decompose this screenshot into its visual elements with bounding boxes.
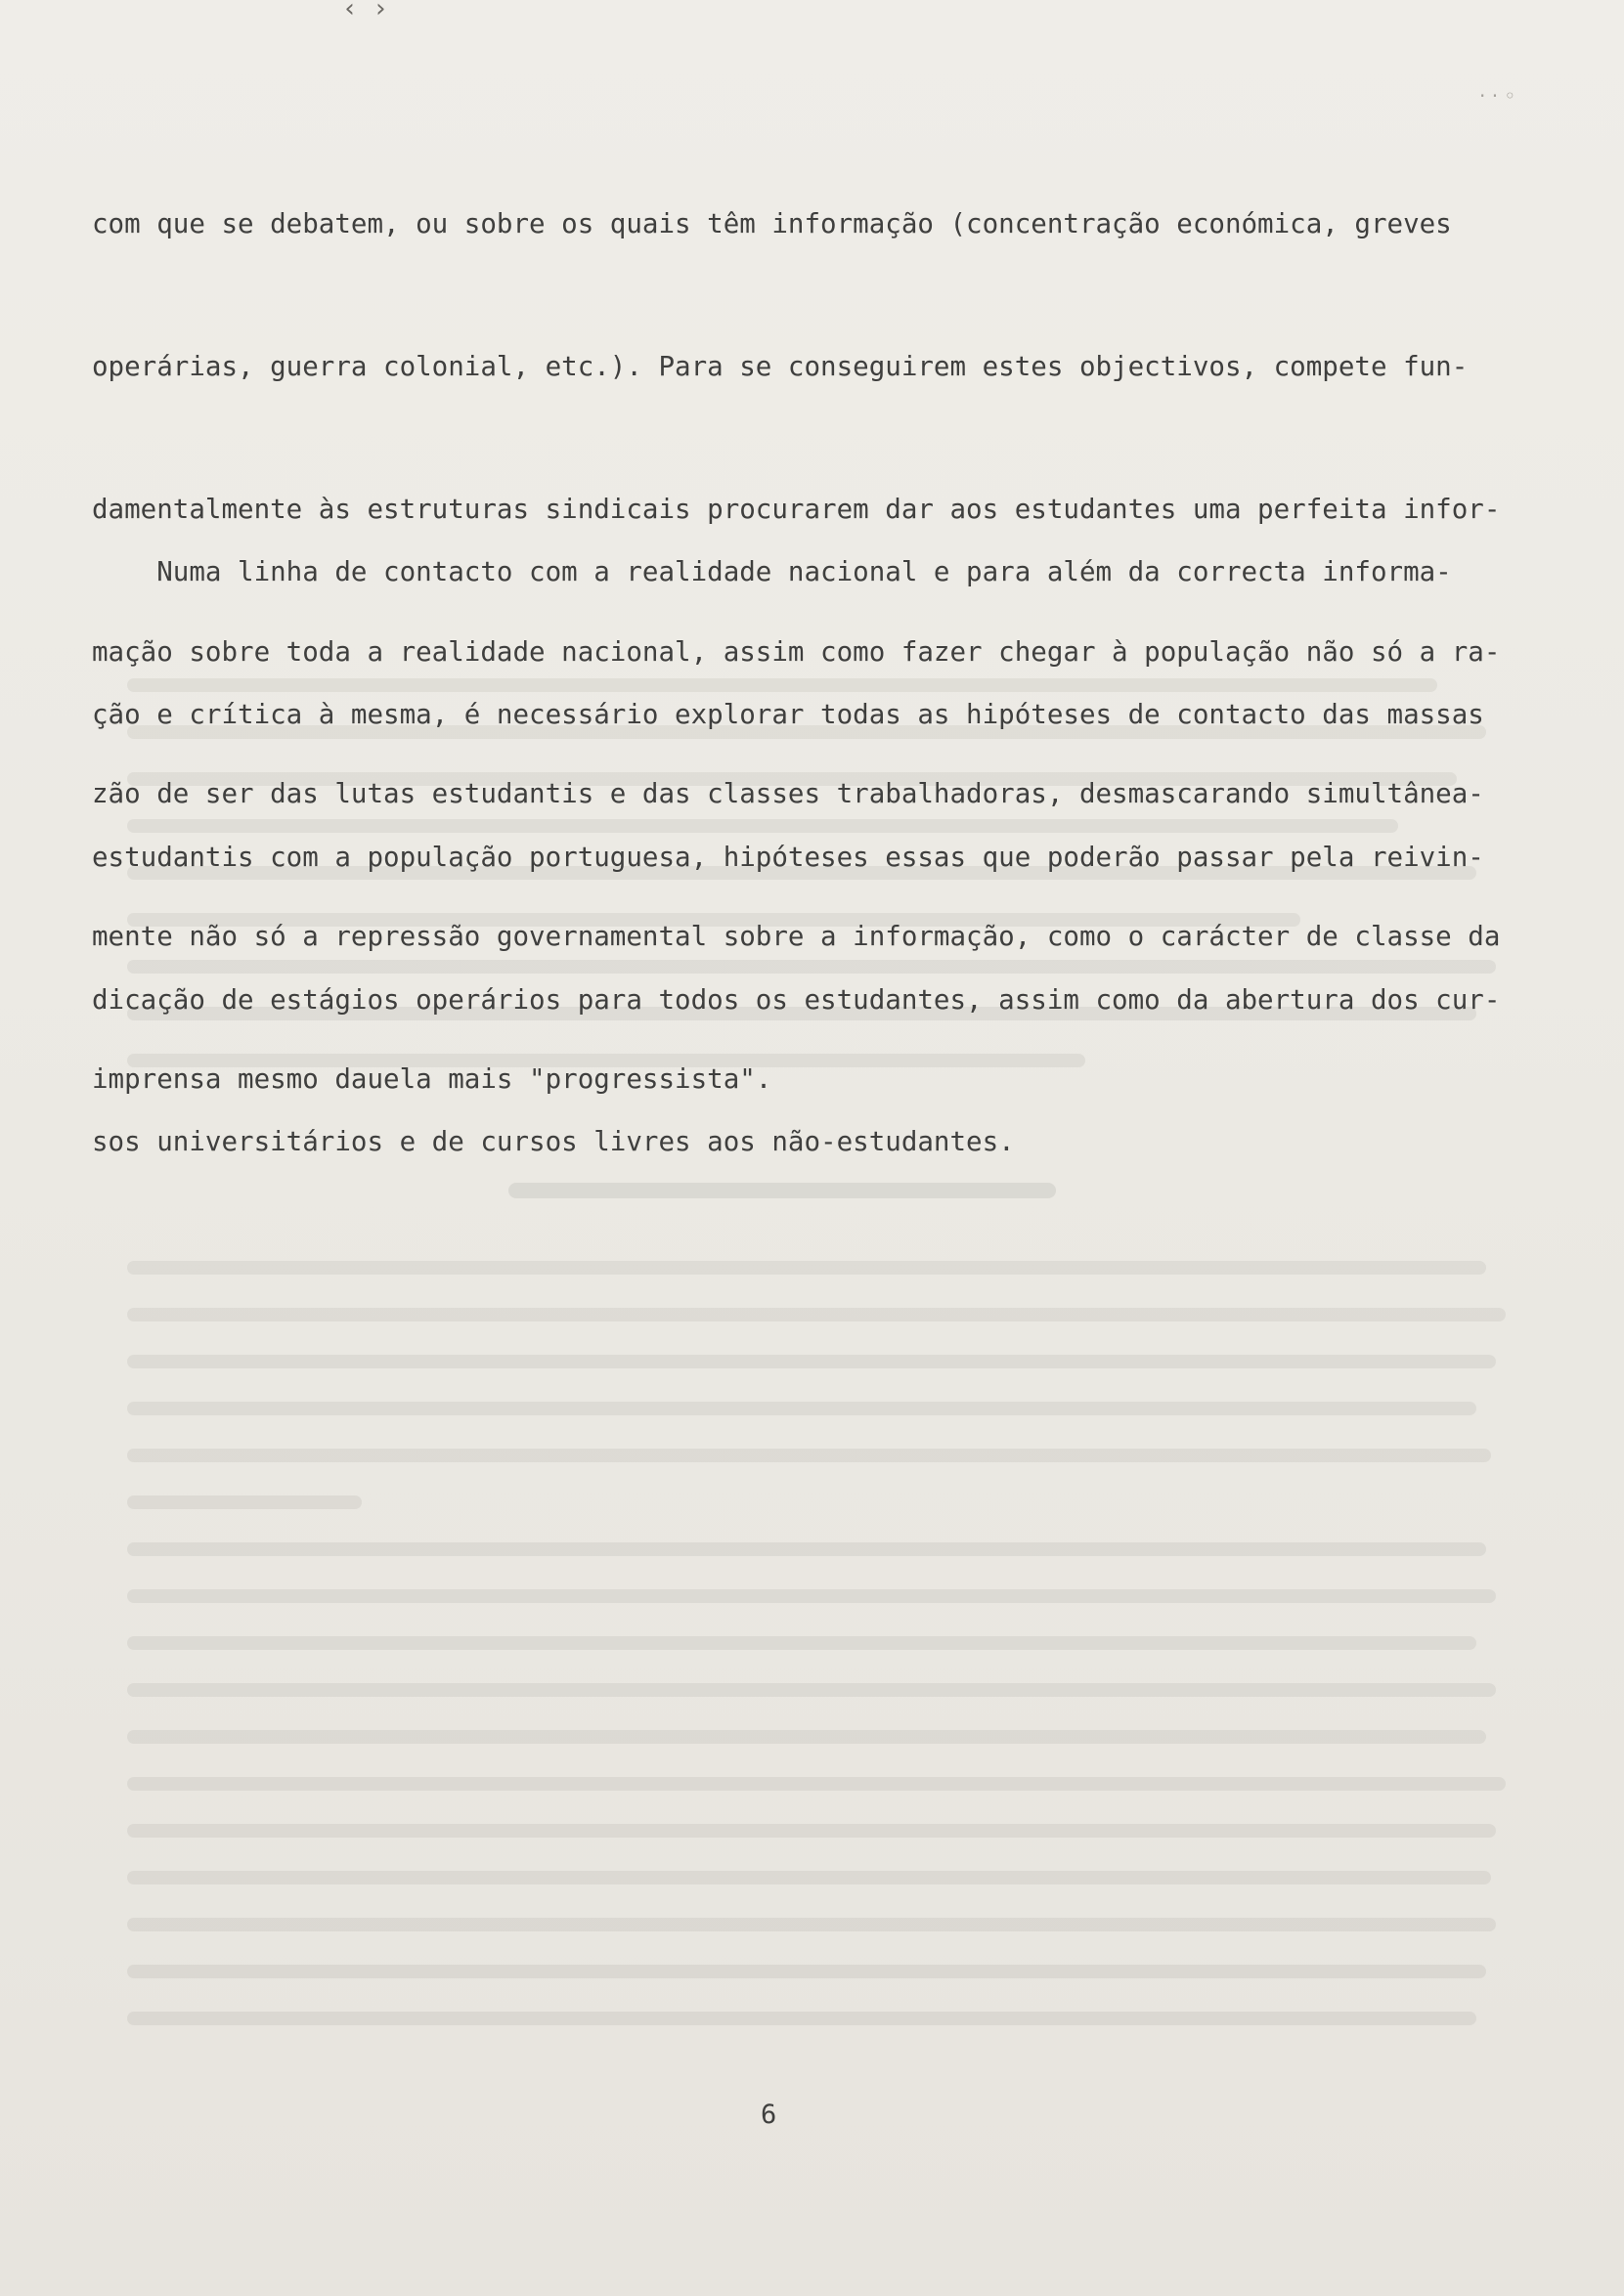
text-line: mente não só a repressão governamental sobre a informação, como o carácter de classe da [92, 921, 1501, 953]
text-line: estudantis com a população portuguesa, hipóteses essas que poderão passar pela reivin- [92, 841, 1484, 873]
text-line: mação sobre toda a realidade nacional, assim como fazer chegar à população não só a ra- [92, 635, 1501, 668]
paragraph-2 [92, 454, 1529, 1261]
text-line: imprensa mesmo dauela mais "progressista". [92, 1062, 772, 1095]
text-line: ção e crítica à mesma, é necessário explorar todas as hipóteses de contacto das massas [92, 698, 1484, 730]
text-line: damentalmente às estruturas sindicais procurarem dar aos estudantes uma perfeita infor- [92, 493, 1501, 525]
text-line: Numa linha de contacto com a realidade nacional e para além da correcta informa- [92, 556, 1452, 588]
ink-specks: · · ◦ [1479, 84, 1516, 108]
text-line: zão de ser das lutas estudantis e das classes trabalhadoras, desmascarando simultânea- [92, 778, 1484, 810]
text-line: dicação de estágios operários para todos os estudantes, assim como da abertura dos cur- [92, 983, 1501, 1016]
text-line: com que se debatem, ou sobre os quais têm informação (concentração económica, greves [92, 208, 1452, 240]
text-line: operárias, guerra colonial, etc.). Para se conseguirem estes objectivos, compete fun- [92, 350, 1469, 382]
page-number: 6 [761, 2100, 777, 2130]
top-edge-mark: ‹ › [342, 0, 388, 23]
text-line: sos universitários e de cursos livres aos não-estudantes. [92, 1126, 1015, 1158]
